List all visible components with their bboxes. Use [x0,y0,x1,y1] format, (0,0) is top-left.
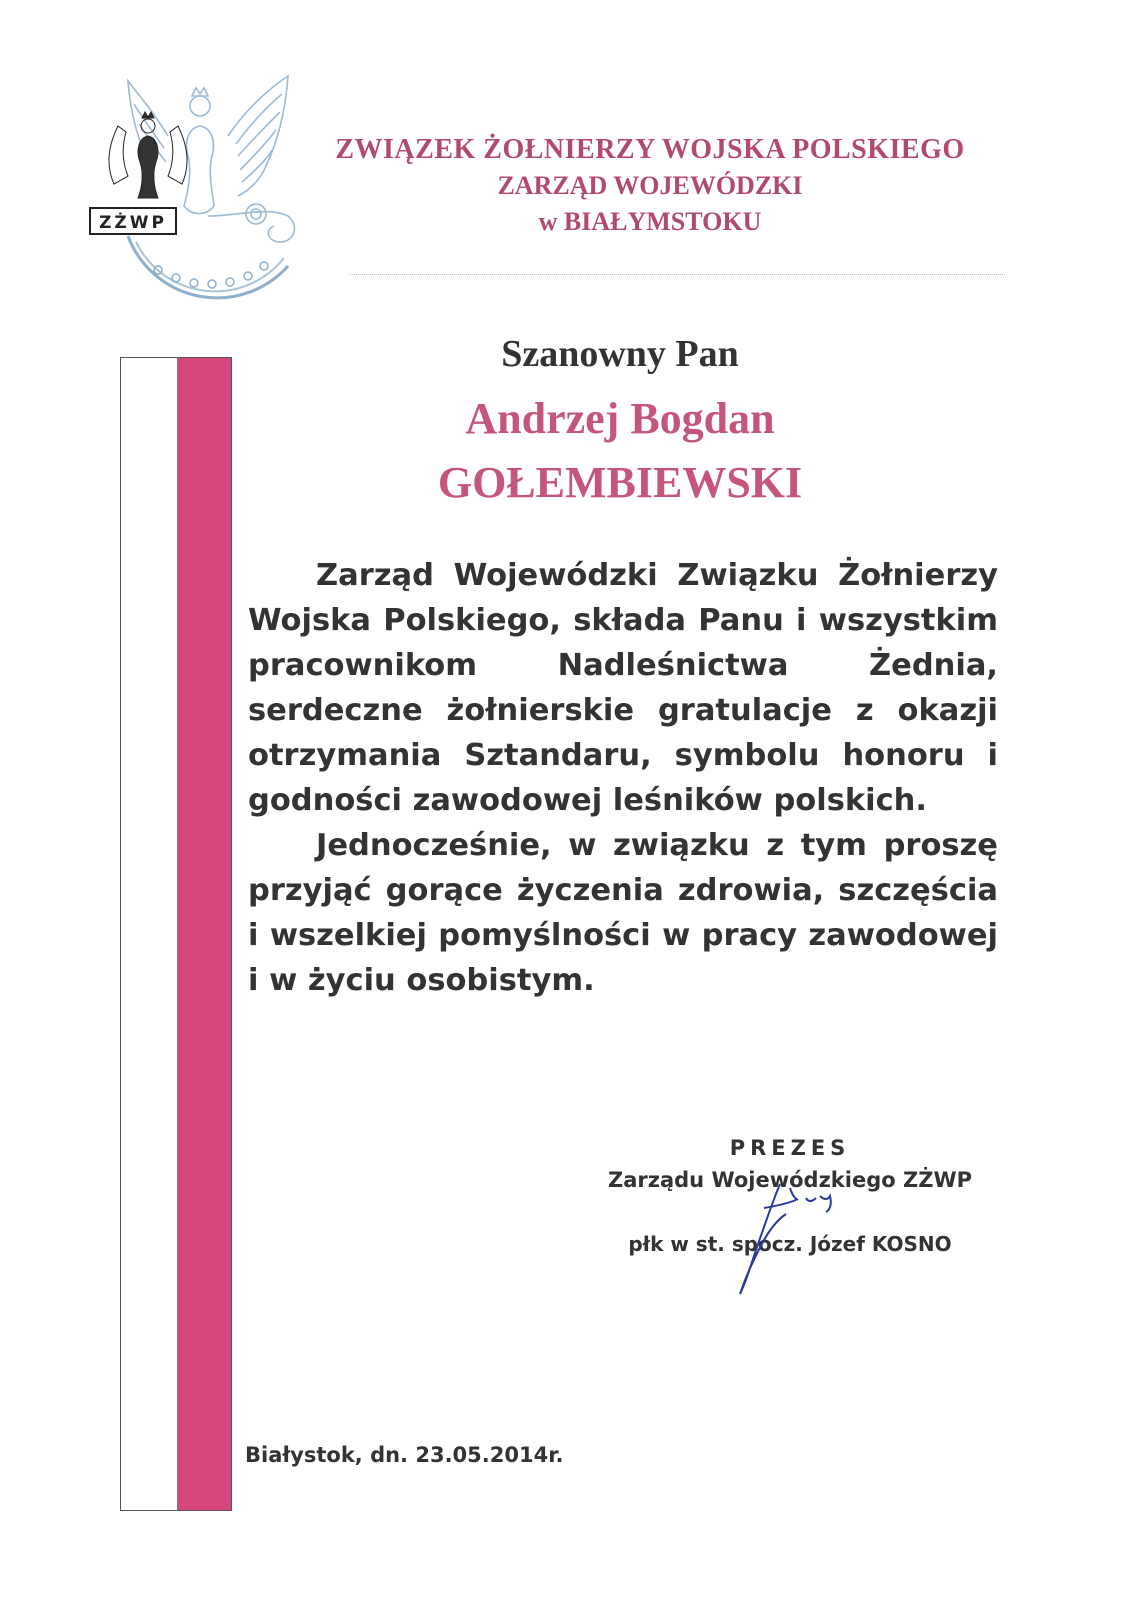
logo-label: ZŻWP [99,213,167,233]
greeting: Szanowny Pan [501,333,739,375]
recipient-surname: GOŁEMBIEWSKI [437,458,803,507]
signatory-organization: Zarządu Wojewódzkiego ZŻWP [608,1168,972,1192]
flag-stripe-white [120,357,177,1511]
header-divider [350,274,1005,275]
body-paragraph-2: Jednocześnie, w związku z tym proszę przyjąć gorące życzenia zdrowia, szczęścia i wszelkiej pomyślności w pracy zawodowej i w życiu osobistym. [248,828,998,998]
signatory-title: PREZES [729,1136,851,1160]
flag-stripe-red [177,357,232,1511]
salutation-block [240,330,1000,510]
header-line-3: w BIAŁYMSTOKU [538,207,762,236]
organization-header [300,132,1000,240]
body-paragraph-1: Zarząd Wojewódzki Związku Żołnierzy Wojska Polskiego, składa Panu i wszystkim pracownikom Nadleśnictwa Żednia, serdeczne żołnierskie gratulacje z okazji otrzymania Sztandaru, symbolu honoru i godności zawodowej leśników polskich. [248,558,998,818]
header-line-2: ZARZĄD WOJEWÓDZKI [497,171,803,200]
date-line: Białystok, dn. 23.05.2014r. [245,1443,564,1467]
zzwp-eagle-emblem-icon [88,66,308,306]
handwritten-signature [720,1178,870,1298]
recipient-first-names: Andrzej Bogdan [465,394,775,443]
header-line-1: ZWIĄZEK ŻOŁNIERZY WOJSKA POLSKIEGO [335,134,965,165]
letter-body [248,553,998,1003]
signatory-name: płk w st. spocz. Józef KOSNO [628,1232,952,1256]
